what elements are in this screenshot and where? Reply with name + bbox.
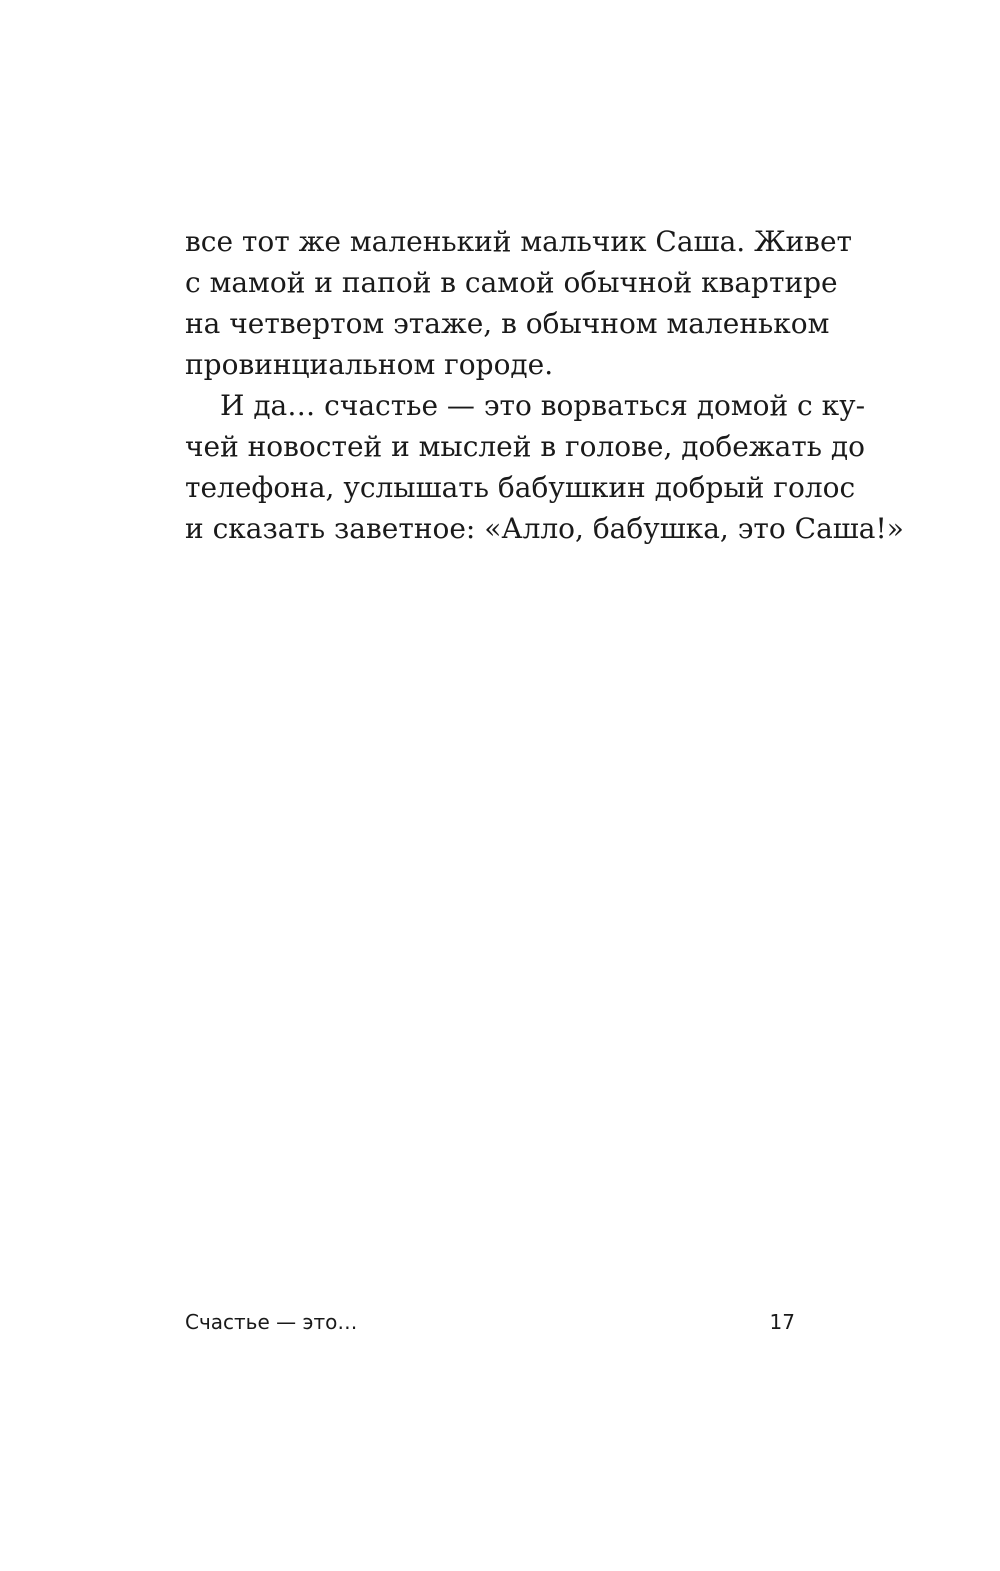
text-line: на четвертом этаже, в обычном маленьком [185, 307, 830, 340]
running-title: Счастье — это… [185, 1310, 358, 1334]
text-line: чей новостей и мыслей в голове, добежать до [185, 430, 865, 463]
page-footer [185, 1310, 795, 1334]
text-line: и сказать заветное: «Алло, бабушка, это Саша!» [185, 512, 904, 545]
text-line: И да… счастье — это ворваться домой с ку- [220, 389, 866, 422]
paragraph [185, 385, 904, 549]
text-line: с мамой и папой в самой обычной квартире [185, 266, 838, 299]
body-text [185, 221, 904, 549]
text-line: телефона, услышать бабушкин добрый голос [185, 471, 856, 504]
text-line: провинциальном городе. [185, 348, 554, 381]
page-number: 17 [769, 1310, 795, 1334]
paragraph [185, 221, 853, 385]
text-line: все тот же маленький мальчик Саша. Живет [185, 225, 853, 258]
